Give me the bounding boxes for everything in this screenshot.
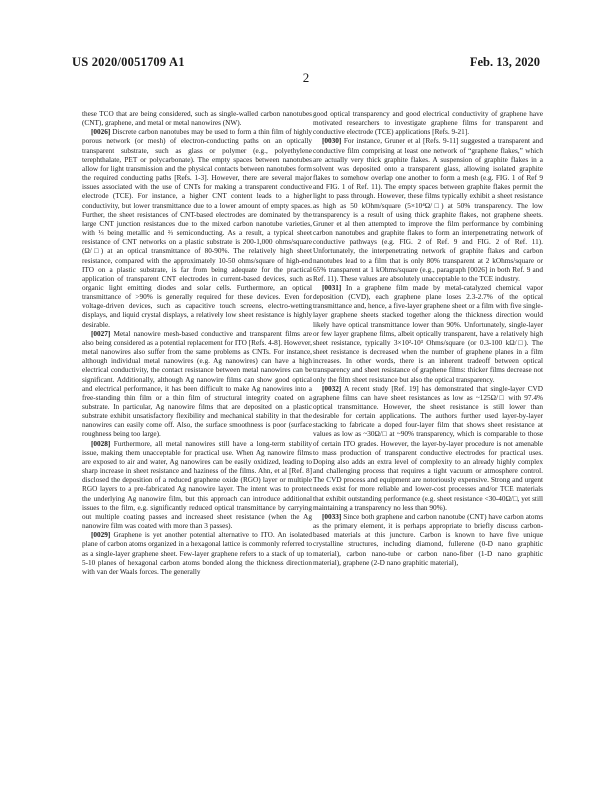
paragraph-0030 xyxy=(313,137,543,284)
paragraph-0029 xyxy=(82,531,312,577)
paragraph-text: Graphene is yet another potential alternative to ITO. An isolated plane of carbon atoms organized in a hexagonal lattice is commonly referred to as a single-layer graphene sheet. Few-layer graphene refers to a stack of up to 5-10 planes of hexagonal carbon atoms bonded along the thickness direction with van der Waals forces. The generally xyxy=(82,531,313,576)
paragraph-0031 xyxy=(313,284,543,385)
left-column xyxy=(82,110,312,577)
paragraph-tag: [0031] xyxy=(322,283,342,292)
paragraph-tag: [0030] xyxy=(322,137,342,146)
paragraph-tag: [0033] xyxy=(322,512,342,521)
paragraph-text: these TCO that are being considered, such as single-walled carbon nanotubes (CNT), graphene, and metal or metal nanowires (NW). xyxy=(82,110,312,128)
paragraph-tag: [0028] xyxy=(91,439,111,448)
paragraph xyxy=(313,110,543,137)
paragraph-text: A recent study [Ref. 19] has demonstrated that single-layer CVD graphene films can have sheet resistances as low as ~125Ω/□ with 97.4% optical transmittance. However, the sheet resistance is still lower than desirable for certain applications. The authors further used layer-by-layer stacking to fabricate a doped four-layer film that shows sheet resistance at values as low as ~30Ω/□ at ~90% transparency, which is comparable to those of certain ITO grades. However, the layer-by-layer procedure is not amenable to mass production of transparent conductive electrodes for practical uses. Doping also adds an extra level of complexity to an already highly complex and challenging process that requires a tight vacuum or atmosphere control. The CVD process and equipment are notoriously expensive. Strong and urgent needs exist for more reliable and lower-cost processes and/or TCE materials that exhibit outstanding performance (e.g. sheet resistance <30-40Ω/□, yet still maintaining a transparency no less than 90%). xyxy=(313,384,543,512)
paragraph-text: Discrete carbon nanotubes may be used to form a thin film of highly porous network (or mesh) of electron-conducting paths on an optically transparent substrate, such as glass or polymer (e.g., polyethylene terephthalate, PET or polycarbonate). The empty spaces between nanotubes allow for light transmission and the physical contacts between nanotubes form the required conducting paths [Refs. 1-3]. However, there are several major issues associated with the use of CNTs for making a transparent conductive electrode (TCE). For instance, a higher CNT content leads to a higher conductivity, but lower transmittance due to a lower amount of empty spaces. Further, the sheet resistances of CNT-based electrodes are dominated by the large CNT junction resistances due to the mixed carbon nanotube varieties, with ⅓ being metallic and ⅔ semiconducting. As a result, a typical sheet resistance of CNT networks on a plastic substrate is 200-1,000 ohms/square (Ω/□) at an optical transmittance of 80-90%. The relatively high sheet resistance, compared with the approximately 10-50 ohms/square of high-end ITO on a plastic substrate, is far from being adequate for the practical application of transparent CNT electrodes in current-based devices, such as organic light emitting diodes and solar cells. Furthermore, an optical transmittance of >90% is generally required for these devices. Even for voltage-driven devices, such as capacitive touch screens, electro-wetting displays, and liquid crystal displays, a relatively low sheet resistance is highly desirable. xyxy=(82,128,312,329)
paragraph-text: Metal nanowire mesh-based conductive and transparent films are also being considered as a potential replacement for ITO [Refs. 4-8]. However, metal nanowires also suffer from the same problems as CNTs. For instance, although individual metal nanowires (e.g. Ag nanowires) can have a high electrical conductivity, the contact resistance between metal nanowires can be significant. Additionally, although Ag nanowire films can show good optical and electrical performance, it has been difficult to make Ag nanowires into a free-standing thin film or a thin film of structural integrity coated on a substrate. In particular, Ag nanowire films that are deposited on a plastic substrate exhibit unsatisfactory flexibility and mechanical stability in that the nanowires can easily come off. Also, the surface smoothness is poor (surface roughness being too large). xyxy=(82,329,312,439)
paragraph-tag: [0026] xyxy=(91,128,111,137)
paragraph-tag: [0032] xyxy=(322,384,342,393)
paragraph-text: Since both graphene and carbon nanotube (CNT) have carbon atoms as the primary element, it is perhaps appropriate to briefly discuss carbon-based materials at this juncture. Carbon is known to have five unique crystalline structures, including diamond, fullerene (0-D nano graphitic material), carbon nano-tube or carbon nano-fiber (1-D nano graphitic material), graphene (2-D nano graphitic material), xyxy=(313,512,544,567)
page-number: 2 xyxy=(302,70,310,85)
paragraph-0028 xyxy=(82,440,312,532)
paragraph-0026 xyxy=(82,128,312,329)
paragraph-0027 xyxy=(82,330,312,440)
paragraph-text: good optical transparency and good electrical conductivity of graphene have motivated researchers to investigate graphene films for transparent and conductive electrode (TCE) applications [Refs. 9-21]. xyxy=(313,110,543,137)
publication-number: US 2020/0051709 A1 xyxy=(72,55,185,69)
paragraph-text: Furthermore, all metal nanowires still have a long-term stability issue, making them unacceptable for practical use. When Ag nanowire films are exposed to air and water, Ag nanowires can be easily oxidized, leading to sharp increase in sheet resistance and haziness of the films. Ahn, et al [Ref. 8] disclosed the deposition of a reduced graphene oxide (RGO) layer or multiple RGO layers to a pre-fabricated Ag nanowire layer. The intent was to protect the underlying Ag nanowire film, but this approach can introduce additional issues to the film, e.g. significantly reduced optical transmittance by carrying out multiple coating passes and increased sheet resistance (when the Ag nanowire film was coated with more than 3 passes). xyxy=(82,439,313,531)
paragraph-tag: [0029] xyxy=(91,531,111,540)
paragraph-0032 xyxy=(313,385,543,513)
paragraph-0033 xyxy=(313,513,543,568)
paragraph-text: For instance, Gruner et al [Refs. 9-11] suggested a transparent and conductive film comprising at least one network of “graphene flakes,” which are actually very thick graphite flakes. A suspension of graphite flakes in a solvent was deposited onto a transparent glass, allowing isolated graphite flakes to somehow overlap one another to form a mesh (e.g. FIG. 1 of Ref 9 and FIG. 1 of Ref. 11). The empty spaces between graphite flakes permit the light to pass through. However, these films typically exhibit a sheet resistance as high as 50 kOhm/square (5×10⁴Ω/□) at 50% transparency. The low transparency is a result of using thick graphite flakes, not graphene sheets. Gruner et al then attempted to improve the film performance by combining carbon nanotubes and graphite flakes to form an interpenetrating network of conductive pathways (e.g. FIG. 2 of Ref. 9 and FIG. 2 of Ref. 11). Unfortunately, the interpenetrating network of graphite flakes and carbon nanotubes lead to a film that is only 80% transparent at 2 kOhms/square or 65% transparent at 1 kOhms/square (e.g., paragraph [0026] in both Ref. 9 and Ref. 11). These values are absolutely unacceptable to the TCE industry. xyxy=(313,137,544,283)
paragraph-tag: [0027] xyxy=(91,329,111,338)
right-column xyxy=(313,110,543,568)
publication-date: Feb. 13, 2020 xyxy=(469,55,540,69)
paragraph-text: In a graphene film made by metal-catalyzed chemical vapor deposition (CVD), each graphene plane loses 2.3-2.7% of the optical transmittance and, hence, a five-layer graphene sheet or a film with five single-layer graphene sheets stacked together along the thickness direction would likely have optical transmittance lower than 90%. Unfortunately, single-layer or few layer graphene films, albeit optically transparent, have a relatively high sheet resistance, typically 3×10²-10³ Ohms/square (or 0.3-100 kΩ/□). The sheet resistance is decreased when the number of graphene planes in a film increases. In other words, there is an inherent tradeoff between optical transparency and sheet resistance of graphene films: thicker films decrease not only the film sheet resistance but also the optical transparency. xyxy=(313,283,544,384)
paragraph xyxy=(82,110,312,128)
